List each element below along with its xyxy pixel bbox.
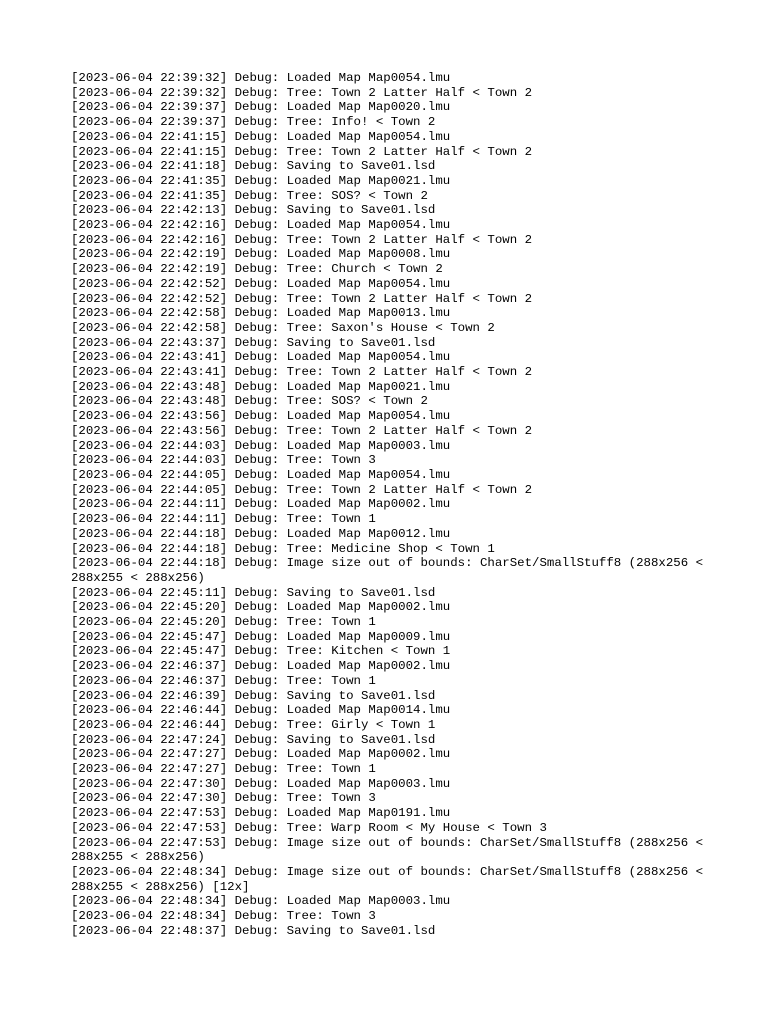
log-line: [2023-06-04 22:48:34] Debug: Image size out of bounds: CharSet/SmallStuff8 (288x256 < 288x255 < 288x256) [12x] <box>71 864 711 894</box>
log-line: [2023-06-04 22:44:18] Debug: Loaded Map Map0012.lmu <box>71 526 451 541</box>
log-line: [2023-06-04 22:46:44] Debug: Tree: Girly < Town 1 <box>71 717 436 732</box>
log-line: [2023-06-04 22:47:27] Debug: Tree: Town 1 <box>71 762 376 777</box>
log-line: [2023-06-04 22:48:37] Debug: Saving to Save01.lsd <box>71 923 436 938</box>
log-line: [2023-06-04 22:48:34] Debug: Tree: Town 3 <box>71 909 376 924</box>
log-line: [2023-06-04 22:42:58] Debug: Tree: Saxon's House < Town 2 <box>71 320 495 335</box>
log-line: [2023-06-04 22:47:24] Debug: Saving to Save01.lsd <box>71 732 436 747</box>
log-line: [2023-06-04 22:43:56] Debug: Loaded Map Map0054.lmu <box>71 409 451 424</box>
log-line: [2023-06-04 22:41:15] Debug: Tree: Town 2 Latter Half < Town 2 <box>71 144 533 159</box>
log-line: [2023-06-04 22:42:19] Debug: Tree: Church < Town 2 <box>71 262 443 277</box>
log-line: [2023-06-04 22:42:13] Debug: Saving to Save01.lsd <box>71 203 436 218</box>
log-line: [2023-06-04 22:47:53] Debug: Image size out of bounds: CharSet/SmallStuff8 (288x256 < 288x255 < 288x256) <box>71 835 711 865</box>
log-line: [2023-06-04 22:44:05] Debug: Tree: Town 2 Latter Half < Town 2 <box>71 482 533 497</box>
log-line: [2023-06-04 22:39:32] Debug: Loaded Map Map0054.lmu <box>71 71 451 85</box>
log-line: [2023-06-04 22:42:52] Debug: Tree: Town 2 Latter Half < Town 2 <box>71 291 533 306</box>
log-line: [2023-06-04 22:46:37] Debug: Loaded Map Map0002.lmu <box>71 659 451 674</box>
log-line: [2023-06-04 22:47:27] Debug: Loaded Map Map0002.lmu <box>71 747 451 762</box>
log-line: [2023-06-04 22:39:37] Debug: Loaded Map Map0020.lmu <box>71 100 451 115</box>
log-line: [2023-06-04 22:41:15] Debug: Loaded Map Map0054.lmu <box>71 129 451 144</box>
log-line: [2023-06-04 22:41:35] Debug: Tree: SOS? < Town 2 <box>71 188 428 203</box>
log-line: [2023-06-04 22:44:03] Debug: Tree: Town 3 <box>71 453 376 468</box>
log-line: [2023-06-04 22:44:18] Debug: Tree: Medicine Shop < Town 1 <box>71 541 495 556</box>
log-line: [2023-06-04 22:45:47] Debug: Loaded Map Map0009.lmu <box>71 629 451 644</box>
log-line: [2023-06-04 22:46:44] Debug: Loaded Map Map0014.lmu <box>71 703 451 718</box>
log-line: [2023-06-04 22:45:20] Debug: Loaded Map Map0002.lmu <box>71 600 451 615</box>
log-line: [2023-06-04 22:44:05] Debug: Loaded Map Map0054.lmu <box>71 467 451 482</box>
log-line: [2023-06-04 22:45:20] Debug: Tree: Town 1 <box>71 615 376 630</box>
log-line: [2023-06-04 22:48:34] Debug: Loaded Map Map0003.lmu <box>71 894 451 909</box>
log-line: [2023-06-04 22:42:16] Debug: Tree: Town 2 Latter Half < Town 2 <box>71 232 533 247</box>
log-line: [2023-06-04 22:43:41] Debug: Tree: Town 2 Latter Half < Town 2 <box>71 365 533 380</box>
log-line: [2023-06-04 22:43:37] Debug: Saving to Save01.lsd <box>71 335 436 350</box>
log-line: [2023-06-04 22:44:18] Debug: Image size out of bounds: CharSet/SmallStuff8 (288x256 < 288x255 < 288x256) <box>71 556 711 585</box>
log-line: [2023-06-04 22:47:30] Debug: Loaded Map Map0003.lmu <box>71 776 451 791</box>
log-line: [2023-06-04 22:43:56] Debug: Tree: Town 2 Latter Half < Town 2 <box>71 423 533 438</box>
log-line: [2023-06-04 22:44:03] Debug: Loaded Map Map0003.lmu <box>71 438 451 453</box>
log-line: [2023-06-04 22:42:19] Debug: Loaded Map Map0008.lmu <box>71 247 451 262</box>
log-line: [2023-06-04 22:41:35] Debug: Loaded Map Map0021.lmu <box>71 173 451 188</box>
log-line: [2023-06-04 22:47:53] Debug: Loaded Map Map0191.lmu <box>71 806 451 821</box>
log-line: [2023-06-04 22:39:32] Debug: Tree: Town 2 Latter Half < Town 2 <box>71 85 533 100</box>
log-line: [2023-06-04 22:45:47] Debug: Tree: Kitchen < Town 1 <box>71 644 451 659</box>
log-line: [2023-06-04 22:44:11] Debug: Tree: Town 1 <box>71 512 376 527</box>
log-line: [2023-06-04 22:44:11] Debug: Loaded Map Map0002.lmu <box>71 497 451 512</box>
log-line: [2023-06-04 22:41:18] Debug: Saving to Save01.lsd <box>71 159 436 174</box>
log-line: [2023-06-04 22:46:37] Debug: Tree: Town 1 <box>71 673 376 688</box>
log-line: [2023-06-04 22:46:39] Debug: Saving to Save01.lsd <box>71 688 436 703</box>
log-line: [2023-06-04 22:39:37] Debug: Tree: Info! < Town 2 <box>71 115 436 130</box>
log-line: [2023-06-04 22:43:41] Debug: Loaded Map Map0054.lmu <box>71 350 451 365</box>
log-line: [2023-06-04 22:43:48] Debug: Loaded Map Map0021.lmu <box>71 379 451 394</box>
log-line: [2023-06-04 22:42:16] Debug: Loaded Map Map0054.lmu <box>71 218 451 233</box>
log-line: [2023-06-04 22:42:52] Debug: Loaded Map Map0054.lmu <box>71 276 451 291</box>
log-line: [2023-06-04 22:42:58] Debug: Loaded Map Map0013.lmu <box>71 306 451 321</box>
log-line: [2023-06-04 22:47:30] Debug: Tree: Town 3 <box>71 791 376 806</box>
log-line: [2023-06-04 22:45:11] Debug: Saving to Save01.lsd <box>71 585 436 600</box>
log-line: [2023-06-04 22:47:53] Debug: Tree: Warp Room < My House < Town 3 <box>71 820 547 835</box>
debug-log <box>71 71 711 938</box>
log-line: [2023-06-04 22:43:48] Debug: Tree: SOS? < Town 2 <box>71 394 428 409</box>
